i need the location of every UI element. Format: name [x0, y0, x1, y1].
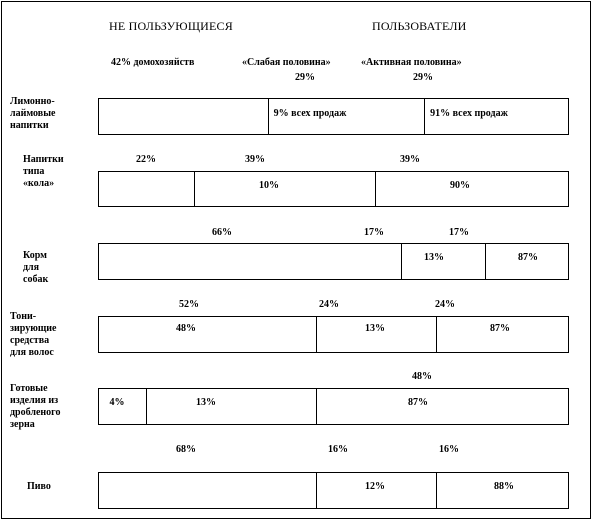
bar-divider [316, 473, 317, 508]
above-beer-active: 16% [439, 444, 459, 455]
above-dog-food-non-users: 66% [212, 227, 232, 238]
row-label-hair-tonic: Тони- зирующие средства для волос [10, 311, 57, 358]
bar-cola [98, 171, 569, 207]
cell-hair-tonic-active: 87% [490, 323, 510, 334]
above-cola-active: 39% [400, 154, 420, 165]
cell-beer-weak: 12% [365, 481, 385, 492]
bar-divider [316, 317, 317, 352]
row-label-lemon-lime: Лимонно- лаймовые напитки [10, 96, 56, 131]
bar-divider [401, 244, 402, 279]
row-label-grain: Готовые изделия из дробленого зерна [10, 383, 61, 430]
cell-grain-active: 87% [408, 397, 428, 408]
above-hair-tonic-non-users: 52% [179, 299, 199, 310]
bar-divider [146, 389, 147, 424]
row-label-dog-food: Корм для собак [23, 250, 49, 285]
bar-dog-food [98, 243, 569, 280]
above-dog-food-weak: 17% [364, 227, 384, 238]
households-label: 42% домохозяйств [111, 57, 195, 68]
bar-grain [98, 388, 569, 425]
above-beer-weak: 16% [328, 444, 348, 455]
cell-dog-food-active: 87% [518, 252, 538, 263]
bar-divider [316, 389, 317, 424]
bar-divider [375, 172, 376, 206]
active-half-label: «Активная половина» [361, 57, 462, 68]
cell-hair-tonic-non-users: 48% [176, 323, 196, 334]
above-cola-non-users: 22% [136, 154, 156, 165]
bar-divider [485, 244, 486, 279]
bar-divider [436, 317, 437, 352]
cell-grain-non-users: 4% [109, 397, 125, 408]
weak-half-percent: 29% [295, 72, 315, 83]
cell-cola-weak: 10% [259, 180, 279, 191]
weak-half-label: «Слабая половина» [242, 57, 331, 68]
bar-divider [268, 99, 269, 134]
cell-hair-tonic-weak: 13% [365, 323, 385, 334]
bar-divider [424, 99, 425, 134]
above-dog-food-active: 17% [449, 227, 469, 238]
cell-beer-active: 88% [494, 481, 514, 492]
cell-lemon-lime-active: 91% всех продаж [430, 108, 508, 119]
cell-dog-food-weak: 13% [424, 252, 444, 263]
row-label-beer: Пиво [27, 481, 51, 492]
bar-divider [436, 473, 437, 508]
non-users-heading: НЕ ПОЛЬЗУЮЩИЕСЯ [109, 19, 233, 33]
active-half-percent: 29% [413, 72, 433, 83]
cell-grain-weak: 13% [196, 397, 216, 408]
bar-divider [194, 172, 195, 206]
users-heading: ПОЛЬЗОВАТЕЛИ [372, 19, 467, 33]
above-beer-non-users: 68% [176, 444, 196, 455]
row-label-cola: Напитки типа «кола» [23, 154, 64, 189]
above-hair-tonic-weak: 24% [319, 299, 339, 310]
cell-lemon-lime-weak: 9% всех продаж [273, 108, 347, 119]
above-hair-tonic-active: 24% [435, 299, 455, 310]
above-grain: 48% [412, 371, 432, 382]
above-cola-weak: 39% [245, 154, 265, 165]
cell-cola-active: 90% [450, 180, 470, 191]
